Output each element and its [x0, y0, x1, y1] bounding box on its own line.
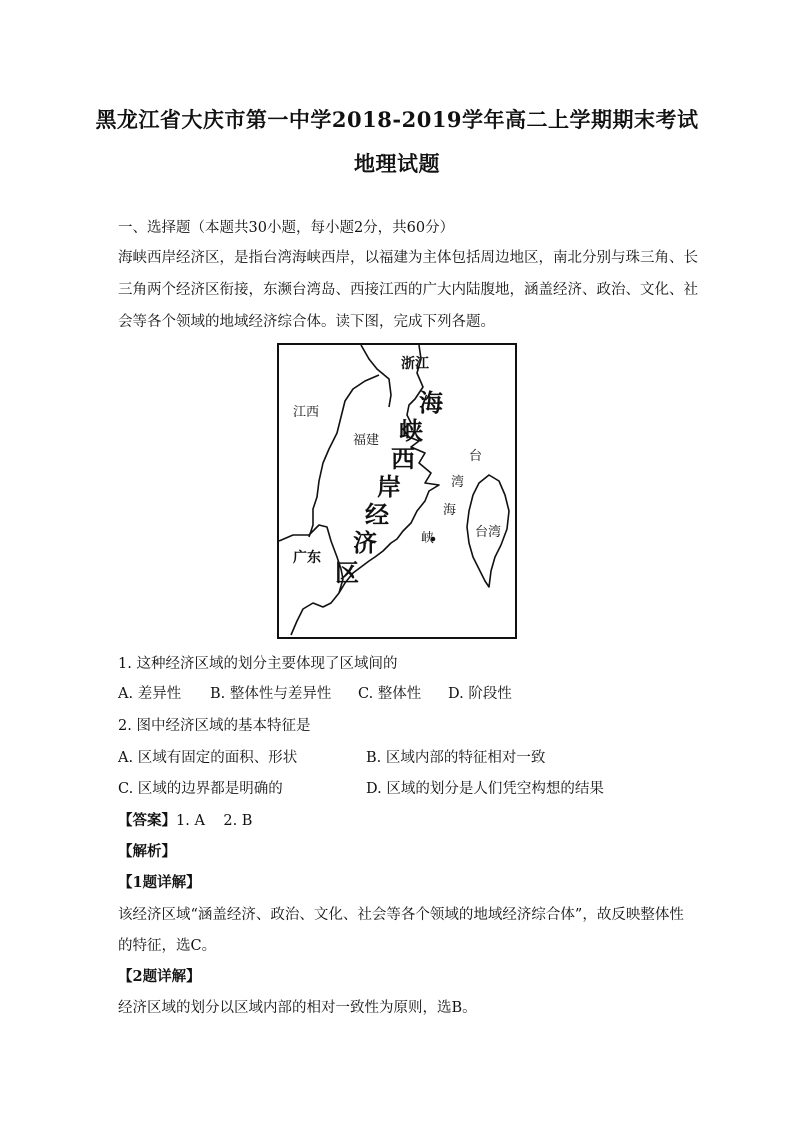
q2-option-c[interactable]: C. 区域的边界都是明确的 [118, 781, 283, 797]
map-label-fujian: 福建 [353, 433, 380, 448]
map-label-taiwan: 台湾 [475, 525, 502, 540]
q2-option-d[interactable]: D. 区域的划分是人们凭空构想的结果 [366, 781, 604, 797]
map-label-strait-xia: 峡 [421, 531, 435, 546]
region-char-5: 经 [365, 500, 389, 529]
q1-option-c[interactable]: C. 整体性 [358, 686, 422, 702]
intro-line-2: 三角两个经济区衔接，东濒台湾岛、西接江西的广大内陆腹地，涵盖经济、政治、文化、社 [118, 282, 698, 298]
exam-title: 黑龙江省大庆市第一中学2018-2019学年高二上学期期末考试 [95, 107, 699, 132]
region-char-7: 区 [335, 558, 359, 587]
map-label-strait-hai: 海 [443, 503, 457, 518]
q2-analysis-line: 经济区域的划分以区域内部的相对一致性为原则，选B。 [118, 1000, 477, 1016]
question-1-stem: 1. 这种经济区域的划分主要体现了区域间的 [118, 656, 398, 672]
analysis-heading: 【解析】 [118, 843, 176, 860]
answer-label: 【答案】 [118, 812, 176, 829]
q2-analysis-heading: 【2题详解】 [118, 968, 201, 985]
intro-line-3: 会等各个领域的地域经济综合体。读下图，完成下列各题。 [118, 314, 495, 330]
q1-option-d[interactable]: D. 阶段性 [448, 686, 512, 702]
q2-option-a[interactable]: A. 区域有固定的面积、形状 [118, 750, 298, 766]
guangdong-border [279, 525, 343, 635]
map-label-zhejiang: 浙江 [401, 356, 429, 372]
q1-option-a[interactable]: A. 差异性 [118, 686, 182, 702]
map-figure [277, 343, 517, 639]
region-char-2: 峡 [399, 416, 423, 445]
section-heading: 一、选择题（本题共30小题，每小题2分，共60分） [118, 220, 455, 236]
region-char-3: 西 [391, 444, 415, 473]
map-label-jiangxi: 江西 [293, 405, 320, 420]
intro-line-1: 海峡西岸经济区，是指台湾海峡西岸，以福建为主体包括周边地区，南北分别与珠三角、长 [118, 250, 698, 266]
q2-option-b[interactable]: B. 区域内部的特征相对一致 [366, 750, 546, 766]
q1-analysis-line-1: 该经济区域“涵盖经济、政治、文化、社会等各个领域的地域经济综合体”，故反映整体性 [118, 907, 684, 923]
answer-values: 1. A 2. B [176, 813, 253, 829]
map-label-guangdong: 广东 [293, 550, 321, 566]
question-2-stem: 2. 图中经济区域的基本特征是 [118, 718, 311, 734]
q1-analysis-heading: 【1题详解】 [118, 874, 201, 891]
exam-subtitle: 地理试题 [354, 151, 440, 176]
q1-option-b[interactable]: B. 整体性与差异性 [210, 686, 332, 702]
q1-analysis-line-2: 的特征，选C。 [118, 938, 217, 954]
map-label-strait-tai: 台 [469, 449, 483, 464]
map-label-strait-wan: 湾 [451, 475, 465, 490]
region-char-4: 岸 [377, 472, 401, 501]
region-char-6: 济 [353, 528, 377, 557]
region-char-1: 海 [419, 388, 443, 417]
answer-line [118, 811, 688, 831]
